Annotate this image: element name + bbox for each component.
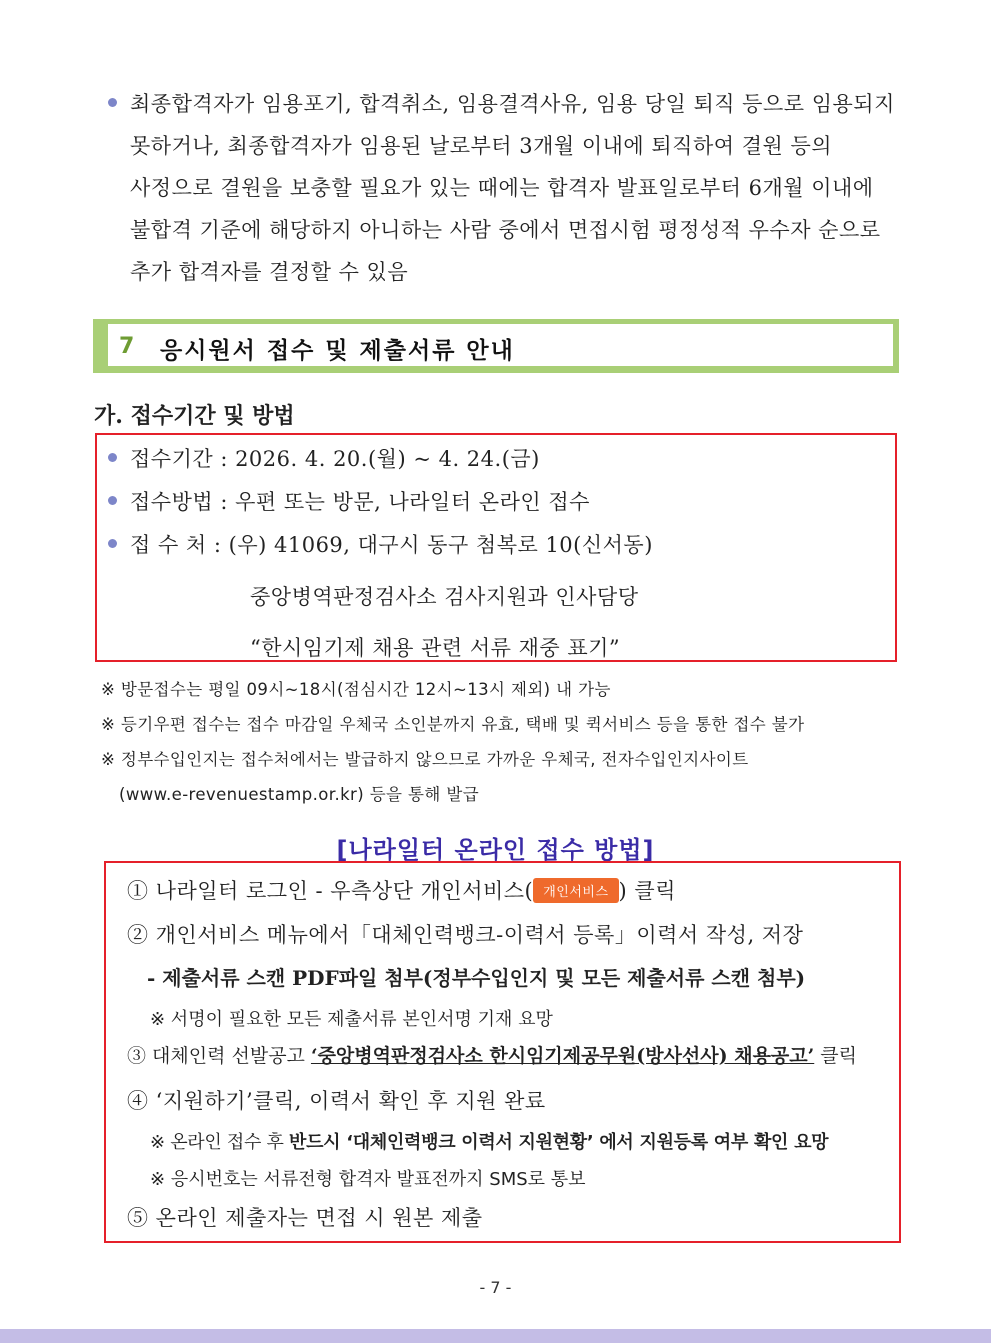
- intro-line-1: 최종합격자가 임용포기, 합격취소, 임용결격사유, 임용 당일 퇴직 등으로 임용되지: [130, 92, 895, 116]
- section-title: 응시원서 접수 및 제출서류 안내: [160, 338, 515, 364]
- step-4: ④ ‘지원하기’클릭, 이력서 확인 후 지원 완료: [127, 1089, 546, 1113]
- step-2-sub: - 제출서류 스캔 PDF파일 첨부(정부수입인지 및 모든 제출서류 스캔 첨부): [147, 966, 806, 990]
- step-4-note-1-text: ※ 온라인 접수 후: [150, 1132, 289, 1153]
- footer-bar: [0, 1329, 991, 1343]
- note-mail: ※ 등기우편 접수는 접수 마감일 우체국 소인분까지 유효, 택배 및 퀵서비스 등을 통한 접수 불가: [101, 715, 805, 734]
- note-stamp-site: (www.e-revenuestamp.or.kr) 등을 통해 발급: [119, 785, 480, 804]
- bullet-icon: [108, 453, 117, 462]
- reception-period: 접수기간 : 2026. 4. 20.(월) ~ 4. 24.(금): [130, 447, 540, 471]
- step-1-text: ① 나라일터 로그인 - 우측상단 개인서비스(: [127, 879, 534, 903]
- reception-method: 접수방법 : 우편 또는 방문, 나라일터 온라인 접수: [130, 490, 590, 514]
- step-4-note-1: [150, 1128, 828, 1154]
- step-3: [127, 1041, 857, 1068]
- reception-place-line3: “한시임기제 채용 관련 서류 재중 표기”: [250, 636, 621, 660]
- bullet-icon: [108, 496, 117, 505]
- reception-place-line2: 중앙병역판정검사소 검사지원과 인사담당: [250, 585, 639, 609]
- personal-service-button[interactable]: 개인서비스: [533, 878, 618, 903]
- bullet-icon: [108, 539, 117, 548]
- section-number: 7: [119, 334, 135, 359]
- reception-place: 접 수 처 : (우) 41069, 대구시 동구 첨복로 10(신서동): [130, 533, 653, 557]
- page-number: - 7 -: [479, 1278, 512, 1297]
- note-visit: ※ 방문접수는 평일 09시~18시(점심시간 12시~13시 제외) 내 가능: [101, 680, 611, 699]
- step-2-note: ※ 서명이 필요한 모든 제출서류 본인서명 기재 요망: [150, 1009, 553, 1030]
- step-1: [127, 875, 676, 905]
- bullet-icon: [108, 98, 117, 107]
- step-5: ⑤ 온라인 제출자는 면접 시 원본 제출: [127, 1206, 483, 1230]
- intro-line-3: 사정으로 결원을 보충할 필요가 있는 때에는 합격자 발표일로부터 6개월 이내에: [130, 176, 874, 200]
- intro-line-5: 추가 합격자를 결정할 수 있음: [130, 260, 409, 284]
- intro-line-2: 못하거나, 최종합격자가 임용된 날로부터 3개월 이내에 퇴직하여 결원 등의: [130, 134, 833, 158]
- step-2: ② 개인서비스 메뉴에서「대체인력뱅크-이력서 등록」이력서 작성, 저장: [127, 923, 804, 947]
- recruitment-notice-link[interactable]: ‘중앙병역판정검사소 한시임기제공무원(방사선사) 채용공고’: [310, 1045, 815, 1067]
- note-stamp: ※ 정부수입인지는 접수처에서는 발급하지 않으므로 가까운 우체국, 전자수입인지사이트: [101, 750, 749, 769]
- step-4-note-2: ※ 응시번호는 서류전형 합격자 발표전까지 SMS로 통보: [150, 1169, 586, 1190]
- step-1-text-end: ) 클릭: [618, 879, 676, 903]
- step-4-note-1-emphasis: 반드시 ‘대체인력뱅크 이력서 지원현황’ 에서 지원등록 여부 확인 요망: [289, 1132, 829, 1153]
- step-3-text: ③ 대체인력 선발공고: [127, 1045, 311, 1067]
- online-method-title: [나라일터 온라인 접수 방법]: [336, 836, 655, 864]
- step-3-text-end: 클릭: [814, 1045, 857, 1067]
- intro-line-4: 불합격 기준에 해당하지 아니하는 사람 중에서 면접시험 평정성적 우수자 순으로: [130, 218, 881, 242]
- subsection-title: 가. 접수기간 및 방법: [94, 403, 295, 429]
